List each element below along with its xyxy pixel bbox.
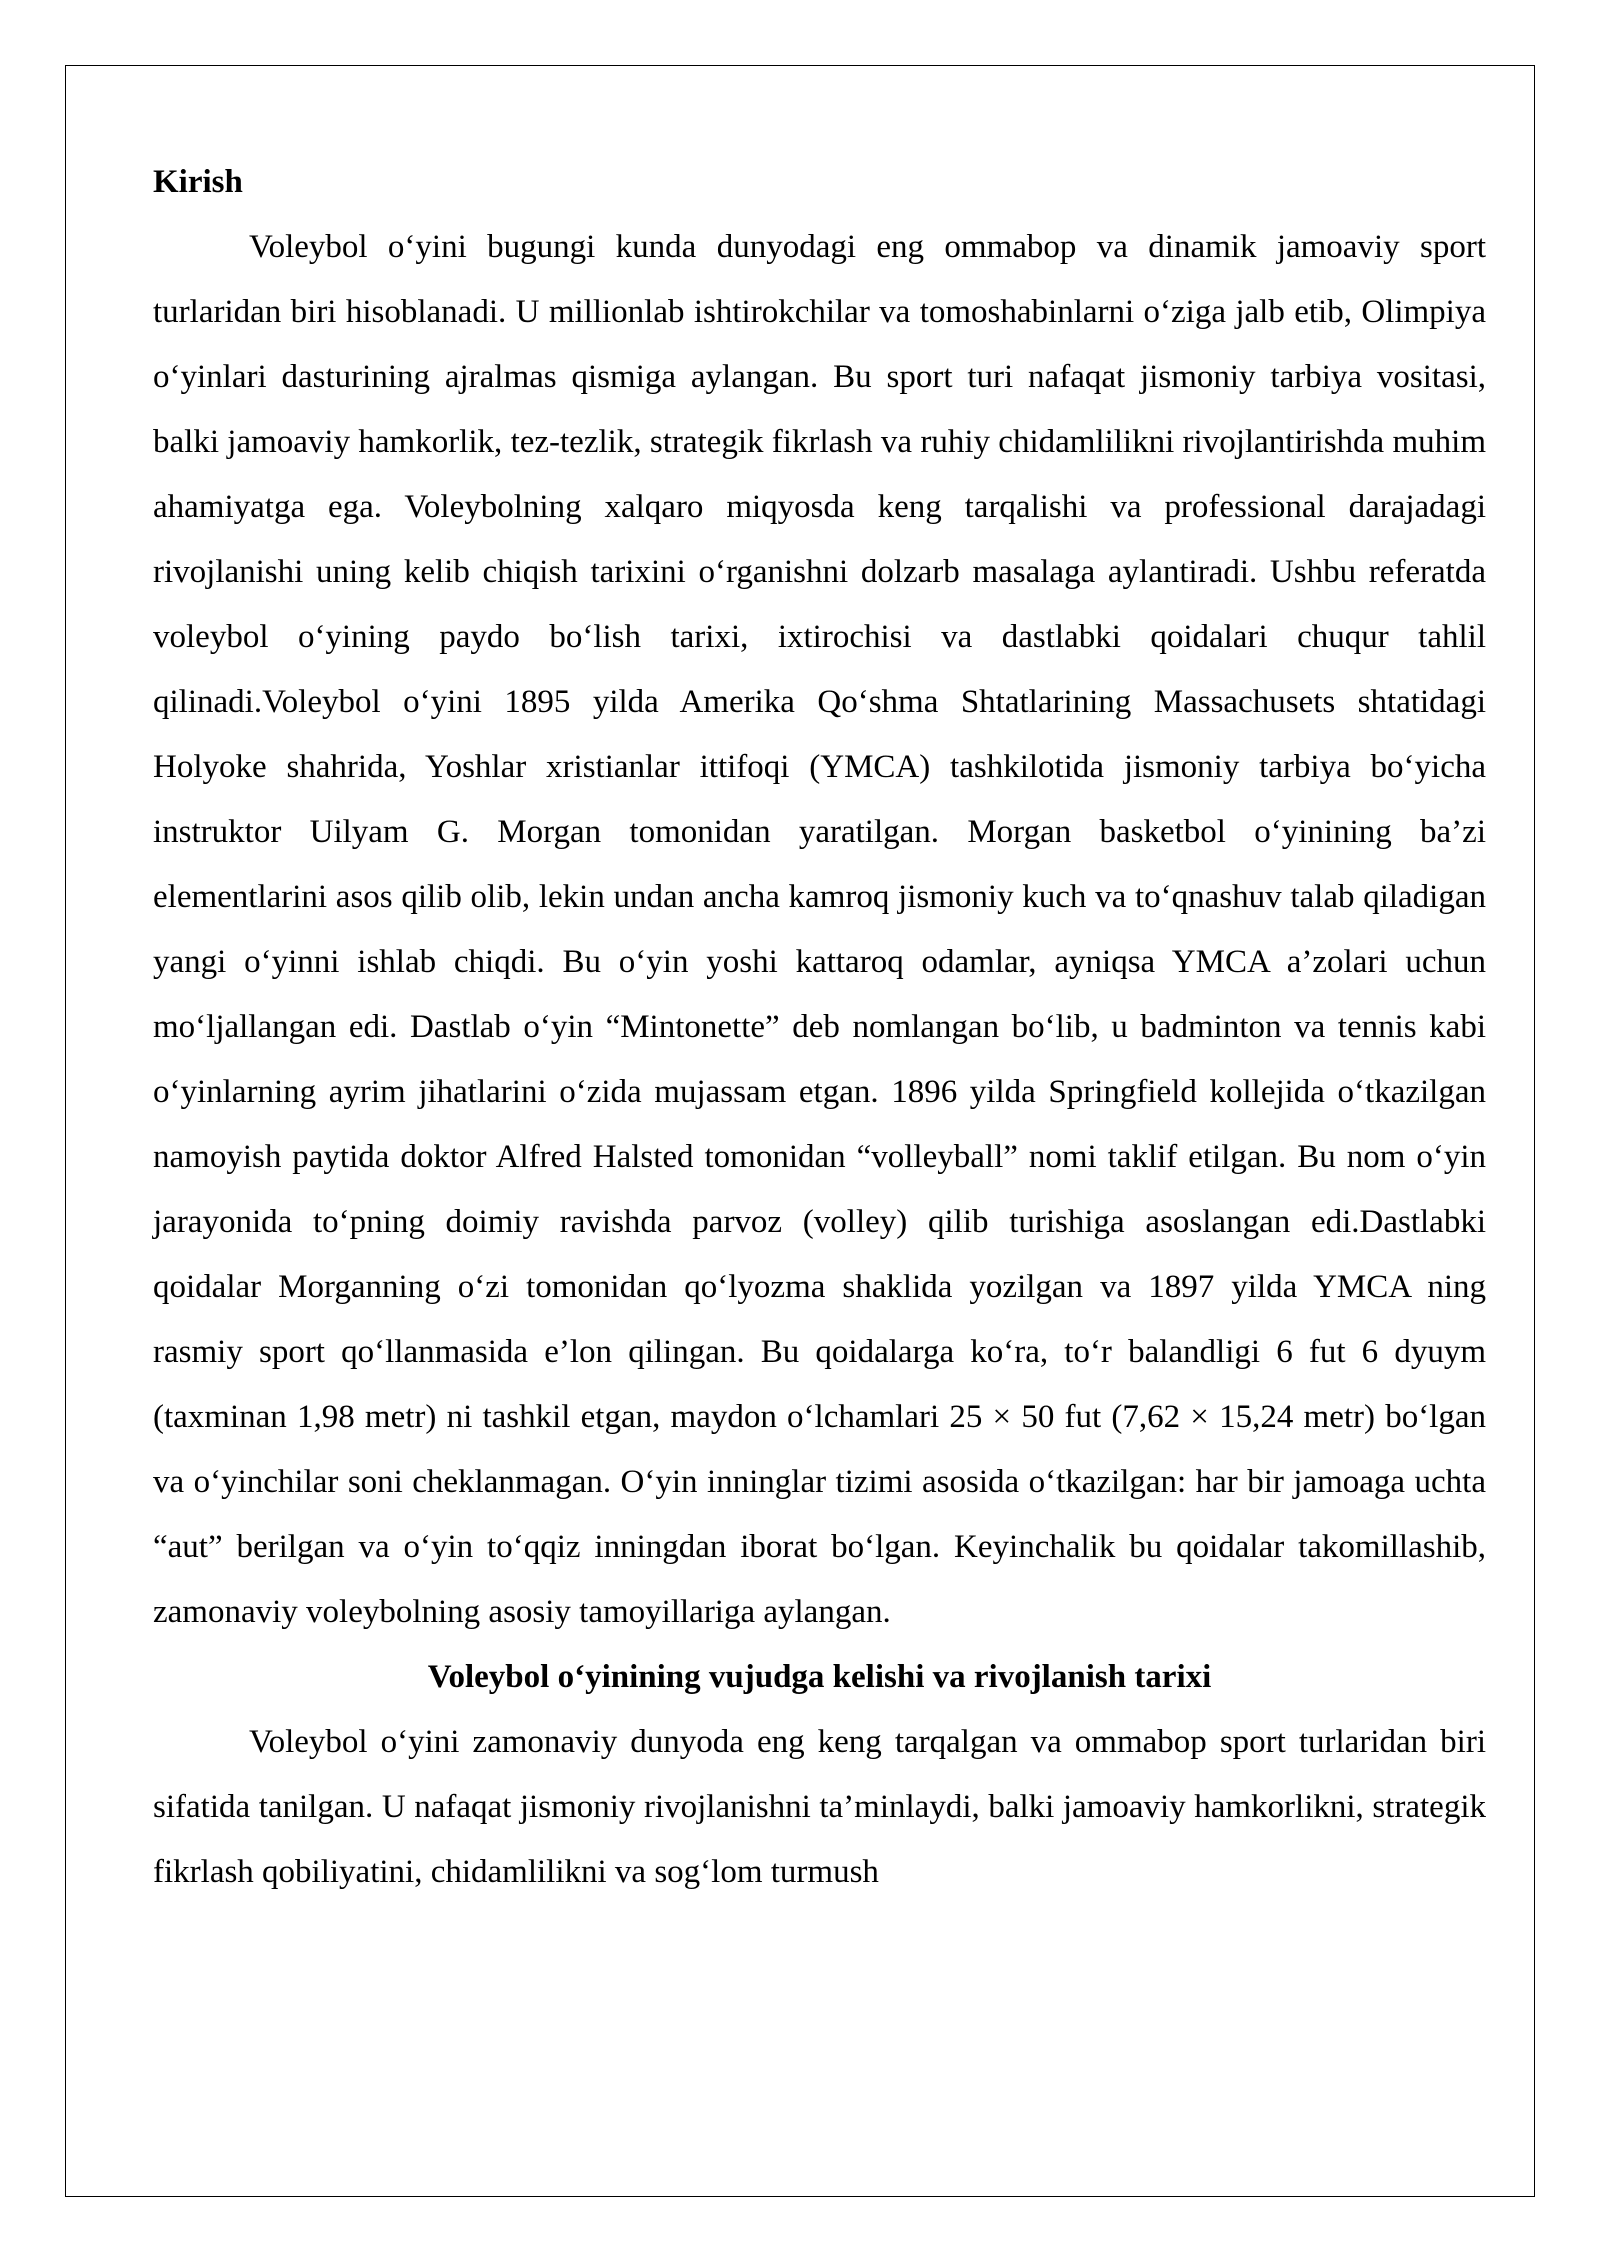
document-body xyxy=(153,150,1486,1905)
paragraph-history: Voleybol o‘yini zamonaviy dunyoda eng keng tarqalgan va ommabop sport turlaridan biri sifatida tanilgan. U nafaqat jismoniy rivojlanishni ta’minlaydi, balki jamoaviy hamkorlikni, strategik fikrlash qobiliyatini, chidamlilikni va sog‘lom turmush xyxy=(153,1724,1486,1890)
section-heading-history: Voleybol o‘yinining vujudga kelishi va rivojlanish tarixi xyxy=(427,1659,1212,1695)
paragraph-intro: Voleybol o‘yini bugungi kunda dunyodagi eng ommabop va dinamik jamoaviy sport turlaridan biri hisoblanadi. U millionlab ishtirokchilar va tomoshabinlarni o‘ziga jalb etib, Olimpiya o‘yinlari dasturining ajralmas qismiga aylangan. Bu sport turi nafaqat jismoniy tarbiya vositasi, balki jamoaviy hamkorlik, tez-tezlik, strategik fikrlash va ruhiy chidamlilikni rivojlantirishda muhim ahamiyatga ega. Voleybolning xalqaro miqyosda keng tarqalishi va professional darajadagi rivojlanishi uning kelib chiqish tarixini o‘rganishni dolzarb masalaga aylantiradi. Ushbu referatda voleybol o‘yining paydo bo‘lish tarixi, ixtirochisi va dastlabki qoidalari chuqur tahlil qilinadi.Voleybol o‘yini 1895 yilda Amerika Qo‘shma Shtatlarining Massachusets shtatidagi Holyoke shahrida, Yoshlar xristianlar ittifoqi (YMCA) tashkilotida jismoniy tarbiya bo‘yicha instruktor Uilyam G. Morgan tomonidan yaratilgan. Morgan basketbol o‘yinining ba’zi elementlarini asos qilib olib, lekin undan ancha kamroq jismoniy kuch va to‘qnashuv talab qiladigan yangi o‘yinni ishlab chiqdi. Bu o‘yin yoshi kattaroq odamlar, ayniqsa YMCA a’zolari uchun mo‘ljallangan edi. Dastlab o‘yin “Mintonette” deb nomlangan bo‘lib, u badminton va tennis kabi o‘yinlarning ayrim jihatlarini o‘zida mujassam etgan. 1896 yilda Springfield kollejida o‘tkazilgan namoyish paytida doktor Alfred Halsted tomonidan “volleyball” nomi taklif etilgan. Bu nom o‘yin jarayonida to‘pning doimiy ravishda parvoz (volley) qilib turishiga asoslangan edi.Dastlabki qoidalar Morganning o‘zi tomonidan qo‘lyozma shaklida yozilgan va 1897 yilda YMCA ning rasmiy sport qo‘llanmasida e’lon qilingan. Bu qoidalarga ko‘ra, to‘r balandligi 6 fut 6 dyuym (taxminan 1,98 metr) ni tashkil etgan, maydon o‘lchamlari 25 × 50 fut (7,62 × 15,24 metr) bo‘lgan va o‘yinchilar soni cheklanmagan. O‘yin inninglar tizimi asosida o‘tkazilgan: har bir jamoaga uchta “aut” berilgan va o‘yin to‘qqiz inningdan iborat bo‘lgan. Keyinchalik bu qoidalar takomillashib, zamonaviy voleybolning asosiy tamoyillariga aylangan. xyxy=(153,229,1486,1630)
section-heading-intro: Kirish xyxy=(153,164,243,200)
